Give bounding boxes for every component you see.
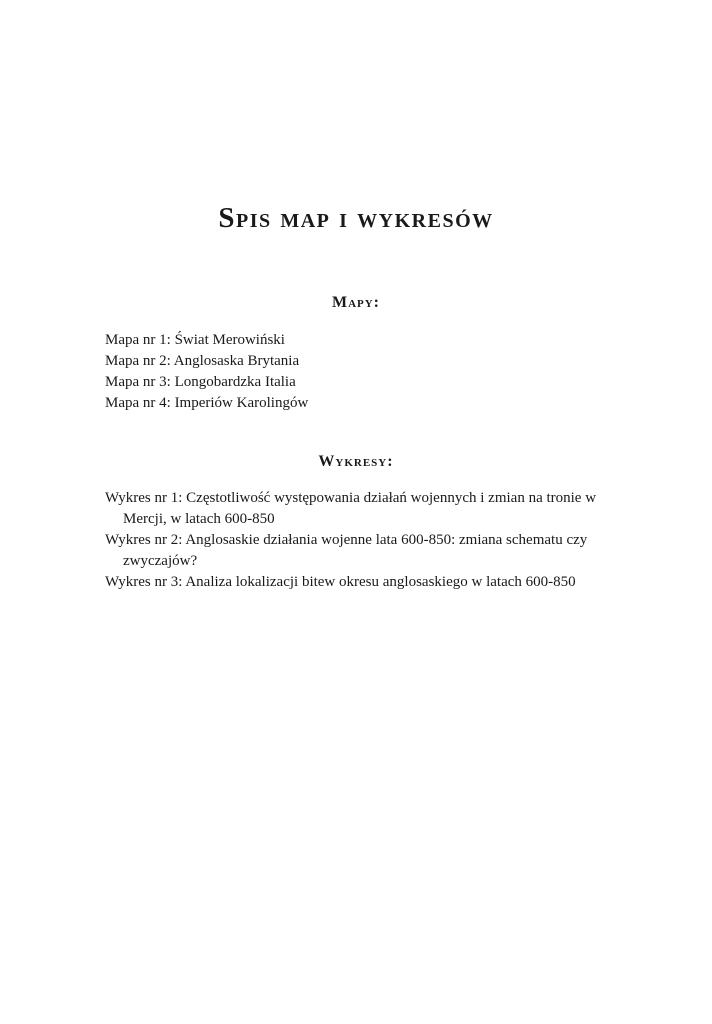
map-entry-4: Mapa nr 4: Imperiów Karolingów [105,395,309,411]
map-entry-2: Mapa nr 2: Anglosaska Brytania [105,353,300,369]
map-entry-3: Mapa nr 3: Longobardzka Italia [105,374,296,390]
chart-entry-3: Wykres nr 3: Analiza lokalizacji bitew okresu anglosaskiego w latach 600-850 [105,574,576,590]
maps-list [105,330,625,414]
charts-list [105,488,625,593]
charts-section-heading: Wykresy: [318,453,394,470]
page-title: Spis map i wykresów [218,202,494,234]
chart-entry-2: Wykres nr 2: Anglosaskie działania wojenne lata 600-850: zmiana schematu czy zwyczajów? [105,532,588,569]
chart-entry-1: Wykres nr 1: Częstotliwość występowania działań wojennych i zmian na tronie w Mercji, w latach 600-850 [105,490,597,527]
map-entry-1: Mapa nr 1: Świat Merowiński [105,332,285,348]
maps-section-heading: Mapy: [331,294,381,311]
